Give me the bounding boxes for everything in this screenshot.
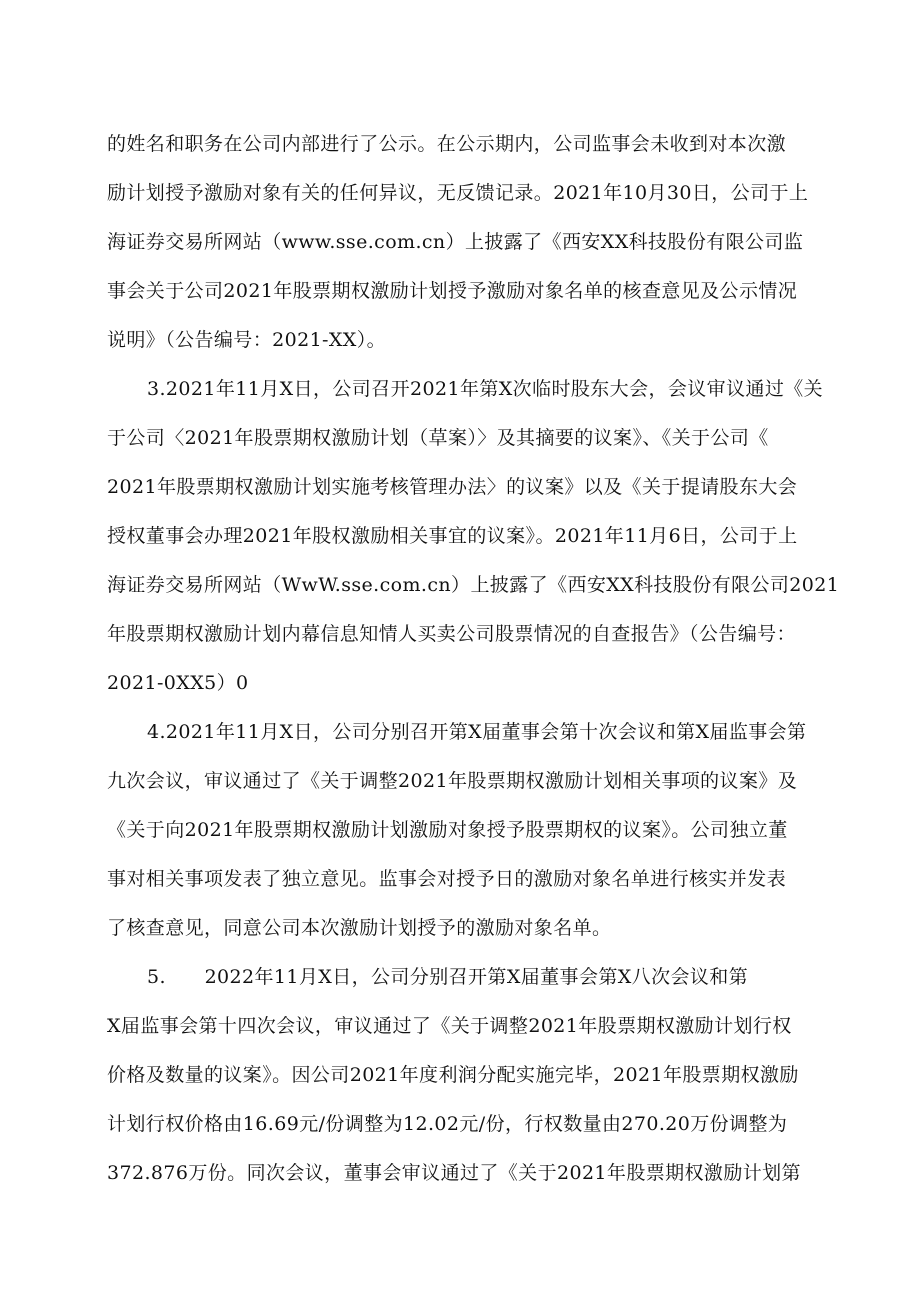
body-text-line: 《关于向2021年股票期权激励计划激励对象授予股票期权的议案》。公司独立董 xyxy=(107,819,788,841)
body-text-line: 九次会议，审议通过了《关于调整2021年股票期权激励计划相关事项的议案》及 xyxy=(107,770,798,792)
body-text-line: X届监事会第十四次会议，审议通过了《关于调整2021年股票期权激励计划行权 xyxy=(107,1015,792,1037)
body-text-line: 的姓名和职务在公司内部进行了公示。在公示期内，公司监事会未收到对本次激 xyxy=(107,133,787,155)
body-text-line: 于公司〈2021年股票期权激励计划（草案）〉及其摘要的议案》、《关于公司《 xyxy=(107,427,769,449)
body-text-line: 说明》（公告编号：2021-XX）。 xyxy=(107,329,387,351)
body-text-line: 计划行权价格由16.69元/份调整为12.02元/份，行权数量由270.20万份调整为 xyxy=(107,1113,788,1135)
body-text-line: 海证券交易所网站（WwW.sse.com.cn）上披露了《西安XX科技股份有限公司2021 xyxy=(107,574,840,596)
body-text-line: 事对相关事项发表了独立意见。监事会对授予日的激励对象名单进行核实并发表 xyxy=(107,868,787,890)
body-text-line: 海证券交易所网站（www.sse.com.cn）上披露了《西安XX科技股份有限公司监 xyxy=(107,231,804,253)
body-text-line: 年股票期权激励计划内幕信息知情人买卖公司股票情况的自查报告》（公告编号： xyxy=(107,623,796,645)
body-text-line: 励计划授予激励对象有关的任何异议，无反馈记录。2021年10月30日，公司于上 xyxy=(107,182,809,204)
body-text-line: 2021-0XX5）0 xyxy=(107,672,249,694)
body-text-line: 2021年股票期权激励计划实施考核管理办法〉的议案》以及《关于提请股东大会 xyxy=(107,476,798,498)
body-text-line: 了核查意见，同意公司本次激励计划授予的激励对象名单。 xyxy=(107,917,612,939)
paragraph-3-start: 3.2021年11月X日，公司召开2021年第X次临时股东大会，会议审议通过《关 xyxy=(147,378,824,400)
body-text-line: 事会关于公司2021年股票期权激励计划授予激励对象名单的核查意见及公示情况 xyxy=(107,280,798,302)
paragraph-5-start: 5. 2022年11月X日，公司分别召开第X届董事会第X八次会议和第 xyxy=(147,966,749,988)
body-text-line: 授权董事会办理2021年股权激励相关事宜的议案》。2021年11月6日，公司于上 xyxy=(107,525,798,547)
paragraph-4-start: 4.2021年11月X日，公司分别召开第X届董事会第十次会议和第X届监事会第 xyxy=(147,721,807,743)
body-text-line: 372.876万份。同次会议，董事会审议通过了《关于2021年股票期权激励计划第 xyxy=(107,1162,801,1184)
body-text-line: 价格及数量的议案》。因公司2021年度利润分配实施完毕，2021年股票期权激励 xyxy=(107,1064,799,1086)
